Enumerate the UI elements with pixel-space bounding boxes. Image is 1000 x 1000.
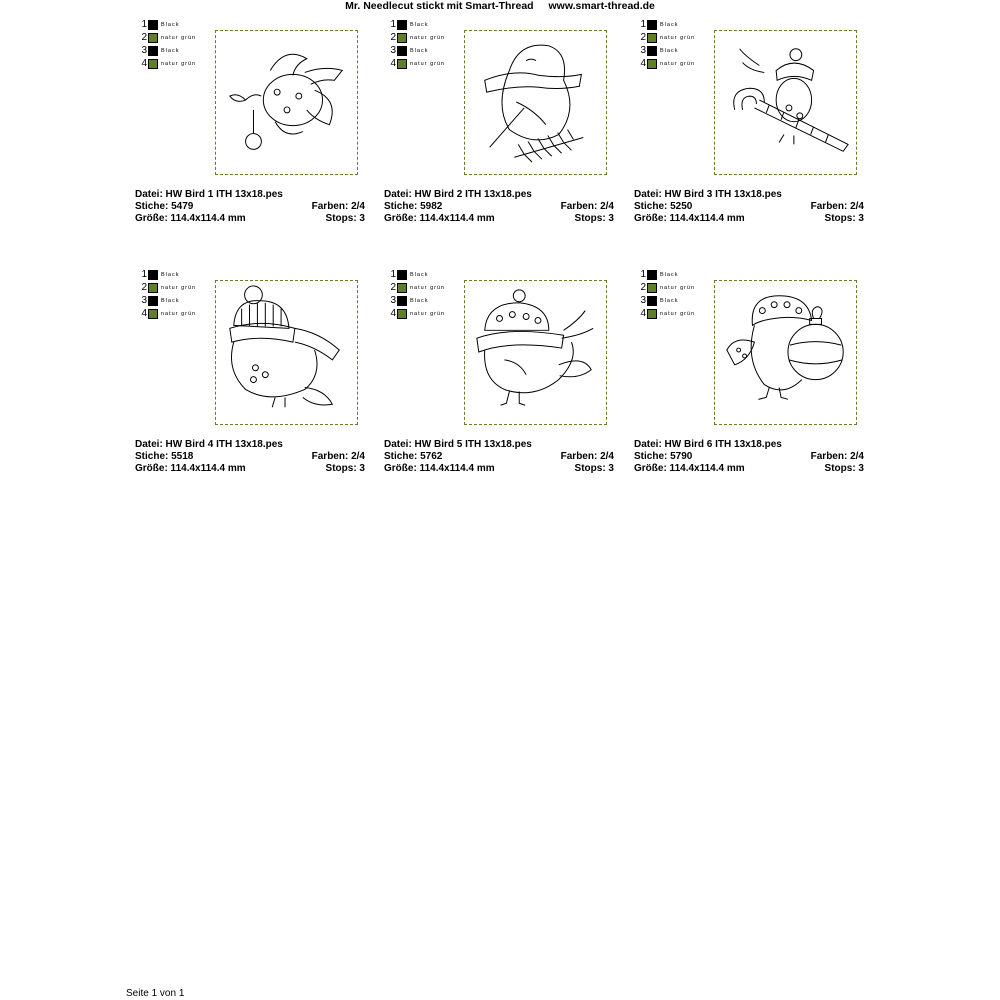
thread-name: Black [161,271,180,278]
thread-number: 1 [390,19,396,30]
thread-color-row [639,307,695,320]
thread-number: 4 [390,308,396,319]
thread-name: Black [410,21,429,28]
thread-number: 2 [390,282,396,293]
thread-number: 1 [640,19,646,30]
page-number: Seite 1 von 1 [126,988,185,999]
stitch-count: Stiche: 5518 [135,451,194,462]
design-preview-frame [215,30,358,175]
thread-number: 4 [640,308,646,319]
design-size: Größe: 114.4x114.4 mm [384,213,495,224]
header-title: Mr. Needlecut stickt mit Smart-Thread [345,0,534,12]
stitch-count: Stiche: 5762 [384,451,443,462]
bird-branch-illustration [465,31,606,174]
color-swatch [397,283,407,293]
thread-name: Black [161,47,180,54]
thread-color-row [639,57,695,70]
thread-color-row [140,31,196,44]
thread-number: 3 [640,295,646,306]
stop-count: Stops: 3 [824,213,864,224]
thread-name: natur grün [161,310,197,317]
bird-bauble-illustration [715,281,856,424]
color-count: Farben: 2/4 [560,451,614,462]
thread-color-row [140,18,196,31]
thread-name: Black [660,21,679,28]
thread-color-list [639,268,695,320]
thread-name: Black [660,47,679,54]
thread-color-row [140,294,196,307]
color-swatch [647,283,657,293]
thread-name: natur grün [660,310,696,317]
thread-color-row [389,294,445,307]
thread-name: natur grün [161,60,197,67]
thread-color-list [639,18,695,70]
bird-candy-cane-illustration [715,31,856,174]
color-swatch [148,309,158,319]
stitch-count: Stiche: 5479 [135,201,194,212]
design-size: Größe: 114.4x114.4 mm [135,463,246,474]
design-preview-frame [464,30,607,175]
design-card [135,2,365,224]
stop-count: Stops: 3 [574,213,614,224]
thread-number: 2 [141,32,147,43]
color-count: Farben: 2/4 [810,201,864,212]
design-size: Größe: 114.4x114.4 mm [634,213,745,224]
thread-number: 1 [141,19,147,30]
thread-name: Black [410,47,429,54]
color-swatch [647,46,657,56]
thread-color-row [389,268,445,281]
color-swatch [397,20,407,30]
thread-color-row [639,281,695,294]
color-count: Farben: 2/4 [311,201,365,212]
thread-color-row [389,18,445,31]
color-count: Farben: 2/4 [810,451,864,462]
thread-color-row [140,307,196,320]
bird-standing-illustration [465,281,606,424]
thread-number: 3 [141,45,147,56]
design-size: Größe: 114.4x114.4 mm [634,463,745,474]
thread-color-row [639,268,695,281]
design-info [135,189,365,225]
thread-name: natur grün [410,284,446,291]
design-info [384,439,614,475]
thread-color-row [639,294,695,307]
file-name: Datei: HW Bird 3 ITH 13x18.pes [634,189,782,200]
color-swatch [148,20,158,30]
color-swatch [647,59,657,69]
thread-name: natur grün [660,284,696,291]
thread-name: Black [410,271,429,278]
thread-color-list [389,268,445,320]
header-url[interactable]: www.smart-thread.de [548,0,655,12]
color-swatch [647,296,657,306]
file-name: Datei: HW Bird 2 ITH 13x18.pes [384,189,532,200]
design-preview-frame [215,280,358,425]
bird-ornament-illustration [216,31,357,174]
thread-color-row [389,281,445,294]
stop-count: Stops: 3 [574,463,614,474]
thread-number: 4 [141,308,147,319]
thread-name: Black [660,271,679,278]
thread-color-row [389,57,445,70]
thread-number: 4 [390,58,396,69]
design-card [384,2,614,224]
stitch-count: Stiche: 5790 [634,451,693,462]
design-card [634,252,864,474]
color-swatch [397,46,407,56]
thread-color-row [389,31,445,44]
thread-name: Black [161,21,180,28]
thread-name: natur grün [161,34,197,41]
thread-number: 2 [141,282,147,293]
stitch-count: Stiche: 5982 [384,201,443,212]
design-info [135,439,365,475]
design-card [135,252,365,474]
color-swatch [397,33,407,43]
color-swatch [647,33,657,43]
thread-name: natur grün [410,60,446,67]
design-preview-frame [714,280,857,425]
color-swatch [647,270,657,280]
thread-color-row [140,44,196,57]
thread-name: natur grün [660,34,696,41]
thread-number: 4 [640,58,646,69]
thread-number: 3 [390,45,396,56]
file-name: Datei: HW Bird 4 ITH 13x18.pes [135,439,283,450]
thread-color-list [389,18,445,70]
stop-count: Stops: 3 [325,463,365,474]
thread-name: Black [410,297,429,304]
thread-number: 1 [640,269,646,280]
thread-name: natur grün [660,60,696,67]
thread-number: 2 [390,32,396,43]
color-swatch [397,296,407,306]
color-swatch [148,270,158,280]
color-swatch [397,59,407,69]
stop-count: Stops: 3 [325,213,365,224]
thread-name: natur grün [410,310,446,317]
thread-number: 1 [141,269,147,280]
thread-number: 3 [390,295,396,306]
color-swatch [397,309,407,319]
thread-number: 2 [640,282,646,293]
thread-color-row [140,57,196,70]
thread-color-row [389,44,445,57]
color-swatch [148,296,158,306]
design-preview-frame [464,280,607,425]
thread-number: 4 [141,58,147,69]
thread-name: Black [161,297,180,304]
design-info [384,189,614,225]
thread-number: 3 [141,295,147,306]
file-name: Datei: HW Bird 5 ITH 13x18.pes [384,439,532,450]
color-swatch [148,33,158,43]
color-swatch [148,59,158,69]
color-swatch [647,309,657,319]
thread-color-list [140,268,196,320]
bird-hat-scarf-illustration [216,281,357,424]
thread-number: 2 [640,32,646,43]
thread-color-row [140,281,196,294]
design-info [634,189,864,225]
design-size: Größe: 114.4x114.4 mm [384,463,495,474]
thread-number: 1 [390,269,396,280]
thread-color-row [140,268,196,281]
color-count: Farben: 2/4 [311,451,365,462]
thread-number: 3 [640,45,646,56]
color-swatch [397,270,407,280]
design-card [634,2,864,224]
thread-color-row [639,18,695,31]
thread-color-row [639,44,695,57]
stitch-count: Stiche: 5250 [634,201,693,212]
file-name: Datei: HW Bird 1 ITH 13x18.pes [135,189,283,200]
thread-color-row [389,307,445,320]
thread-name: natur grün [410,34,446,41]
color-swatch [148,46,158,56]
stop-count: Stops: 3 [824,463,864,474]
thread-color-row [639,31,695,44]
color-swatch [647,20,657,30]
thread-name: natur grün [161,284,197,291]
color-swatch [148,283,158,293]
design-card [384,252,614,474]
thread-name: Black [660,297,679,304]
thread-color-list [140,18,196,70]
design-size: Größe: 114.4x114.4 mm [135,213,246,224]
file-name: Datei: HW Bird 6 ITH 13x18.pes [634,439,782,450]
design-preview-frame [714,30,857,175]
design-info [634,439,864,475]
color-count: Farben: 2/4 [560,201,614,212]
